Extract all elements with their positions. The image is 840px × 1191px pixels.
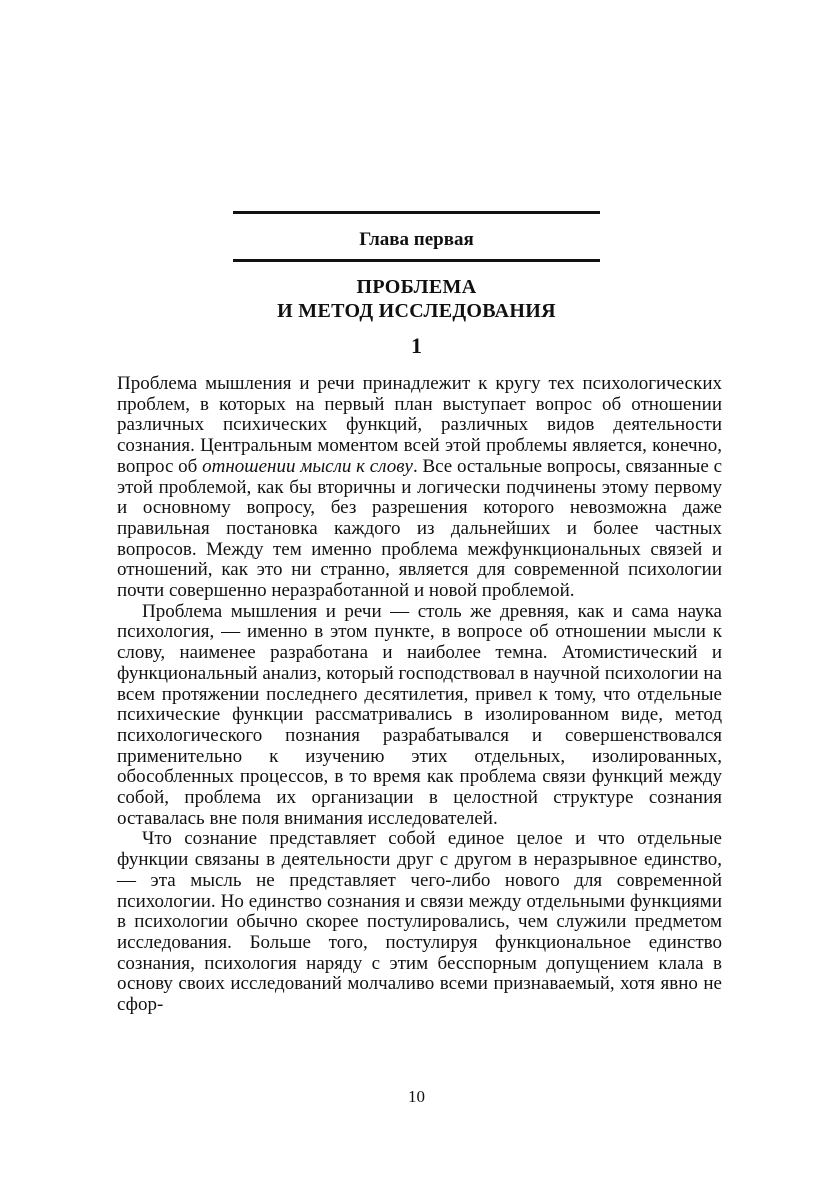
chapter-title-line-1: ПРОБЛЕМА	[356, 276, 477, 298]
chapter-title-line-2: И МЕТОД ИССЛЕДОВАНИЯ	[277, 300, 556, 322]
chapter-title	[233, 275, 600, 323]
paragraph-1-before: Проблема мышления и речи принадлежит к кругу тех психологических проблем, в которых на первый план выступает вопрос об отношении различных психических функций, различных видов деятельности сознания. Центральным моментом всей этой проблемы является, конечно, вопрос об	[117, 373, 722, 477]
body-text	[117, 374, 722, 1016]
paragraph-3: Что сознание представляет собой единое целое и что отдельные функции связаны в деятельности друг с другом в неразрывное единство, — эта мысль не представляет чего-либо нового для современной психологии. Но единство сознания и связи между отдельными функциями в психологии обычно скорее постулировались, чем служили предметом исследования. Больше того, постулируя функциональное единство сознания, психология наряду с этим бесспорным допущением клала в основу своих исследований молчаливо всеми признаваемый, хотя явно не сфор-	[117, 828, 722, 1016]
top-rule	[233, 211, 600, 214]
paragraph-1	[117, 374, 722, 602]
paragraph-2: Проблема мышления и речи — столь же древняя, как и сама наука психология, — именно в этом пункте, в вопросе об отношении мысли к слову, наименее разработана и наиболее темна. Атомистический и функциональный анализ, который господствовал в научной психологии на всем протяжении последнего десятилетия, привел к тому, что отдельные психические функции рассматривались в изолированном виде, метод психологического познания разрабатывался и совершенствовался применительно к изучению этих отдельных, изолированных, обособленных процессов, в то время как проблема связи функций между собой, проблема их организации в целостной структуре сознания оставалась вне поля внимания исследователей.	[117, 600, 722, 829]
page-number: 10	[408, 1087, 425, 1106]
bottom-rule	[233, 259, 600, 262]
paragraph-1-emphasis: отношении мысли к слову	[202, 455, 413, 477]
paragraph-1-after: . Все остальные вопросы, связанные с этой проблемой, как бы вторичны и логически подчинены этому первому и основному вопросу, без разрешения которого невозможна даже правильная постановка каждого из дальнейших и более частных вопросов. Между тем именно проблема межфункциональных связей и отношений, как это ни странно, является для современной психологии почти совершенно неразработанной и новой проблемой.	[117, 455, 723, 602]
chapter-label: Глава первая	[359, 229, 474, 250]
section-number: 1	[411, 333, 422, 358]
